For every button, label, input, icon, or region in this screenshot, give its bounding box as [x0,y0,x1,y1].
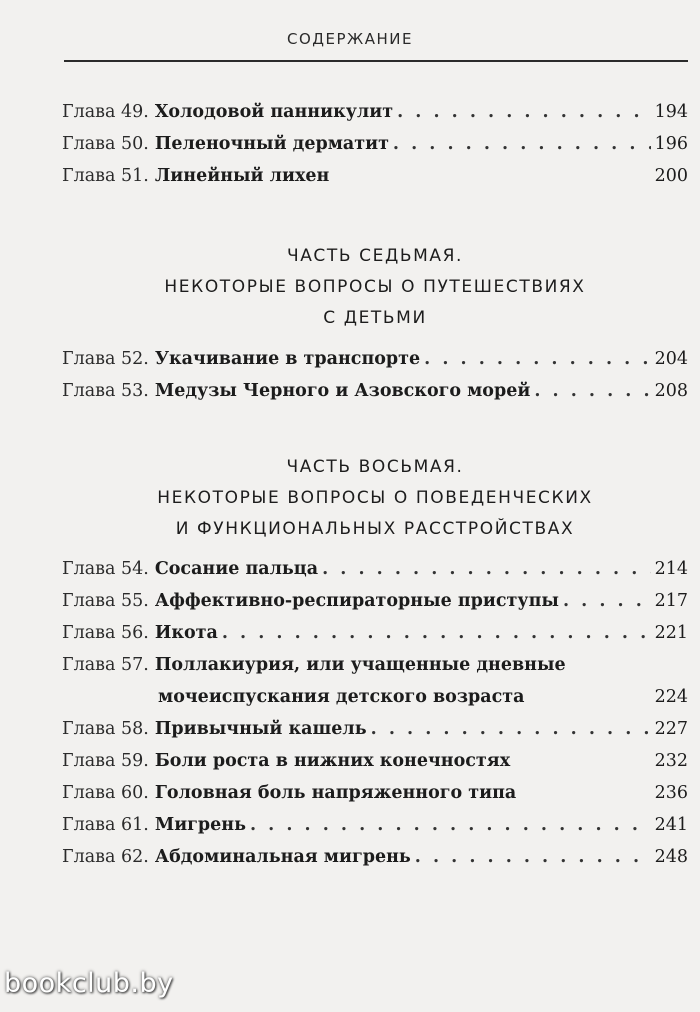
chapter-number: Глава 59. [62,751,149,771]
chapter-number: Глава 52. [62,349,149,369]
chapter-title-continuation: мочеиспускания детского возраста [158,687,525,707]
part-title-line: НЕКОТОРЫЕ ВОПРОСЫ О ПУТЕШЕСТВИЯХ [164,277,586,297]
chapter-title: Икота [154,623,218,643]
dot-leader [371,713,651,745]
dot-leader [397,96,651,128]
chapter-title: Абдоминальная мигрень [154,847,411,867]
toc-group-2 [62,343,688,407]
dot-leader [222,617,651,649]
chapter-title: Головная боль напряженного типа [154,783,517,803]
chapter-number: Глава 50. [62,134,149,154]
toc-entry[interactable] [62,160,688,192]
chapter-number: Глава 49. [62,102,149,122]
chapter-title: Укачивание в транспорте [154,349,421,369]
chapter-number: Глава 55. [62,591,149,611]
chapter-title: Холодовой панникулит [154,102,394,122]
dot-leader [534,375,650,407]
page-number: 196 [654,134,688,154]
chapter-title: Привычный кашель [154,719,367,739]
chapter-number: Глава 54. [62,559,149,579]
page-header: СОДЕРЖАНИЕ [287,30,413,48]
part-number: ЧАСТЬ ВОСЬМАЯ. [286,457,464,477]
page-number: 224 [654,687,688,707]
chapter-title: Линейный лихен [154,166,330,186]
chapter-number: Глава 53. [62,381,149,401]
toc-entry[interactable] [62,375,688,407]
toc-group-1 [62,96,688,192]
page-number: 214 [654,559,688,579]
dot-leader [563,585,651,617]
toc-entry-multiline[interactable] [62,649,688,713]
dot-leader [322,553,651,585]
toc-entry[interactable] [62,96,688,128]
watermark: bookclub.by [4,968,174,999]
page-number: 227 [654,719,688,739]
part-title-line: НЕКОТОРЫЕ ВОПРОСЫ О ПОВЕДЕНЧЕСКИХ [157,488,593,508]
chapter-number: Глава 51. [62,166,149,186]
toc-entry[interactable] [62,343,688,375]
header-rule [64,60,688,62]
part-heading-8 [62,452,688,545]
chapter-title: Аффективно-респираторные приступы [154,591,559,611]
chapter-title: Поллакиурия, или учащенные дневные [154,655,566,675]
chapter-title: Пеленочный дерматит [154,134,389,154]
toc-entry[interactable] [62,128,688,160]
toc-entry[interactable] [62,585,688,617]
chapter-number: Глава 60. [62,783,149,803]
toc-group-3 [62,553,688,873]
page-number: 208 [654,381,688,401]
page-number: 217 [654,591,688,611]
toc-entry[interactable] [62,553,688,585]
chapter-number: Глава 62. [62,847,149,867]
dot-leader [250,809,651,841]
part-title-line: И ФУНКЦИОНАЛЬНЫХ РАССТРОЙСТВАХ [175,519,575,539]
part-number: ЧАСТЬ СЕДЬМАЯ. [286,246,464,266]
page-number: 241 [654,815,688,835]
dot-leader [424,343,650,375]
page-number: 204 [654,349,688,369]
page-number: 194 [654,102,688,122]
page-number: 221 [654,623,688,643]
page-number: 232 [654,751,688,771]
chapter-number: Глава 56. [62,623,149,643]
chapter-title: Боли роста в нижних конечностях [154,751,511,771]
dot-leader [393,128,651,160]
dot-leader [415,841,651,873]
part-title-line: С ДЕТЬМИ [323,308,427,328]
chapter-number: Глава 58. [62,719,149,739]
part-heading-7 [62,241,688,334]
page-number: 200 [654,166,688,186]
chapter-number: Глава 61. [62,815,149,835]
chapter-title: Медузы Черного и Азовского морей [154,381,531,401]
page-number: 248 [654,847,688,867]
chapter-number: Глава 57. [62,655,149,675]
toc-entry[interactable] [62,777,688,809]
page-number: 236 [654,783,688,803]
chapter-title: Сосание пальца [154,559,319,579]
toc-entry[interactable] [62,745,688,777]
toc-entry[interactable] [62,841,688,873]
toc-entry[interactable] [62,809,688,841]
toc-entry[interactable] [62,713,688,745]
chapter-title: Мигрень [154,815,246,835]
toc-entry[interactable] [62,617,688,649]
